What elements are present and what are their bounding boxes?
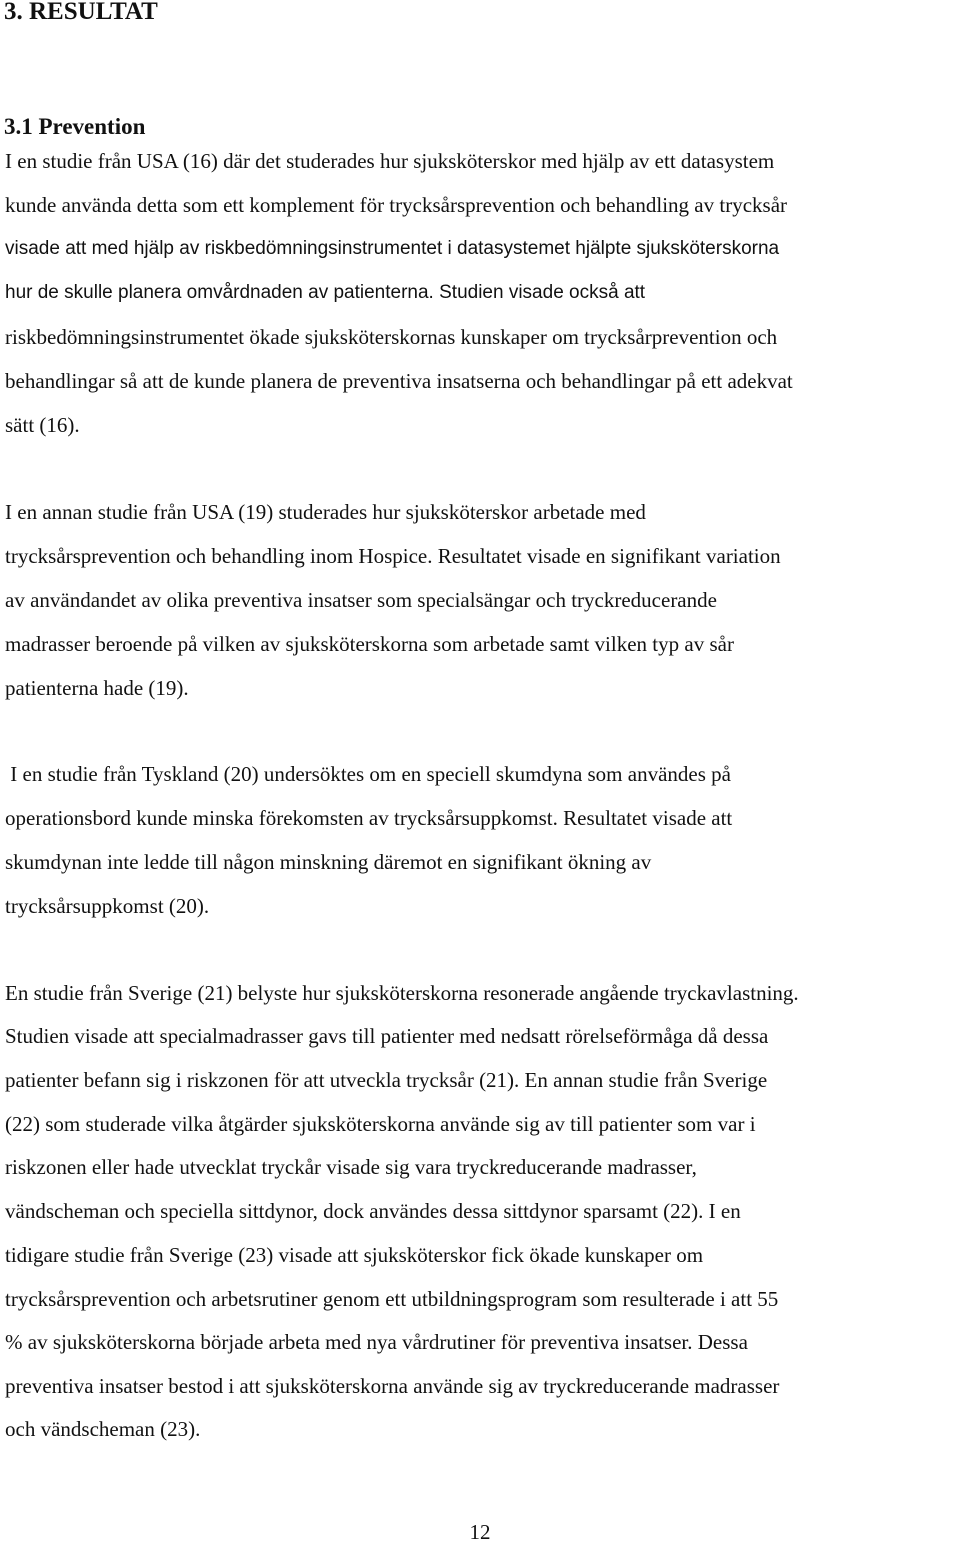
paragraph-line: skumdynan inte ledde till någon minskning däremot en signifikant ökning av [5,850,652,874]
section-heading: 3.1 Prevention [4,114,146,139]
page-number: 12 [469,1520,491,1544]
paragraph-line: patienterna hade (19). [5,676,189,700]
paragraph-line: operationsbord kunde minska förekomsten av trycksårsuppkomst. Resultatet visade att [5,806,733,830]
paragraph-line: visade att med hjälp av riskbedömningsinstrumentet i datasystemet hjälpte sjuksköterskorna [5,238,780,259]
paragraph-line: riskzonen eller hade utvecklat tryckår visade sig vara tryckreducerande madrasser, [5,1155,697,1179]
paragraph-line: madrasser beroende på vilken av sjuksköterskorna som arbetade samt vilken typ av sår [5,632,734,656]
paragraph-line: trycksårsprevention och arbetsrutiner genom ett utbildningsprogram som resulterade i att 55 [5,1287,779,1311]
paragraph-line: av användandet av olika preventiva insatser som specialsängar och tryckreducerande [5,588,717,612]
paragraph-line: I en annan studie från USA (19) studerades hur sjuksköterskor arbetade med [5,500,646,524]
paragraph-line: behandlingar så att de kunde planera de preventiva insatserna och behandlingar på ett adekvat [5,369,793,393]
paragraph-line: I en studie från Tyskland (20) undersöktes om en speciell skumdyna som användes på [5,762,731,786]
paragraph-line: vändscheman och speciella sittdynor, dock användes dessa sittdynor sparsamt (22). I en [5,1199,741,1223]
paragraph-line: sätt (16). [5,413,80,437]
paragraph-line: patienter befann sig i riskzonen för att utveckla trycksår (21). En annan studie från Sverige [5,1068,768,1092]
chapter-heading: 3. RESULTAT [4,0,158,25]
paragraph-line: tidigare studie från Sverige (23) visade att sjuksköterskor fick ökade kunskaper om [5,1243,704,1267]
paragraph-line: En studie från Sverige (21) belyste hur sjuksköterskorna resonerade angående tryckavlastning. [5,981,799,1005]
paragraph-line: (22) som studerade vilka åtgärder sjuksköterskorna använde sig av till patienter som var i [5,1112,756,1136]
paragraph-line: Studien visade att specialmadrasser gavs till patienter med nedsatt rörelseförmåga då dessa [5,1024,769,1048]
paragraph-line: preventiva insatser bestod i att sjuksköterskorna använde sig av tryckreducerande madrasser [5,1374,780,1398]
paragraph-line: kunde använda detta som ett komplement för trycksårsprevention och behandling av trycksår [5,193,788,217]
paragraph-line: trycksårsuppkomst (20). [5,894,210,918]
paragraph-line: och vändscheman (23). [5,1417,201,1441]
paragraph-line: hur de skulle planera omvårdnaden av patienterna. Studien visade också att [5,282,646,303]
paragraph-line: I en studie från USA (16) där det studerades hur sjuksköterskor med hjälp av ett datasystem [5,149,775,173]
paragraph-line: riskbedömningsinstrumentet ökade sjuksköterskornas kunskaper om trycksårprevention och [5,325,778,349]
paragraph-line: % av sjuksköterskorna började arbeta med nya vårdrutiner för preventiva insatser. Dessa [5,1330,748,1354]
paragraph-line: trycksårsprevention och behandling inom Hospice. Resultatet visade en signifikant variation [5,544,781,568]
